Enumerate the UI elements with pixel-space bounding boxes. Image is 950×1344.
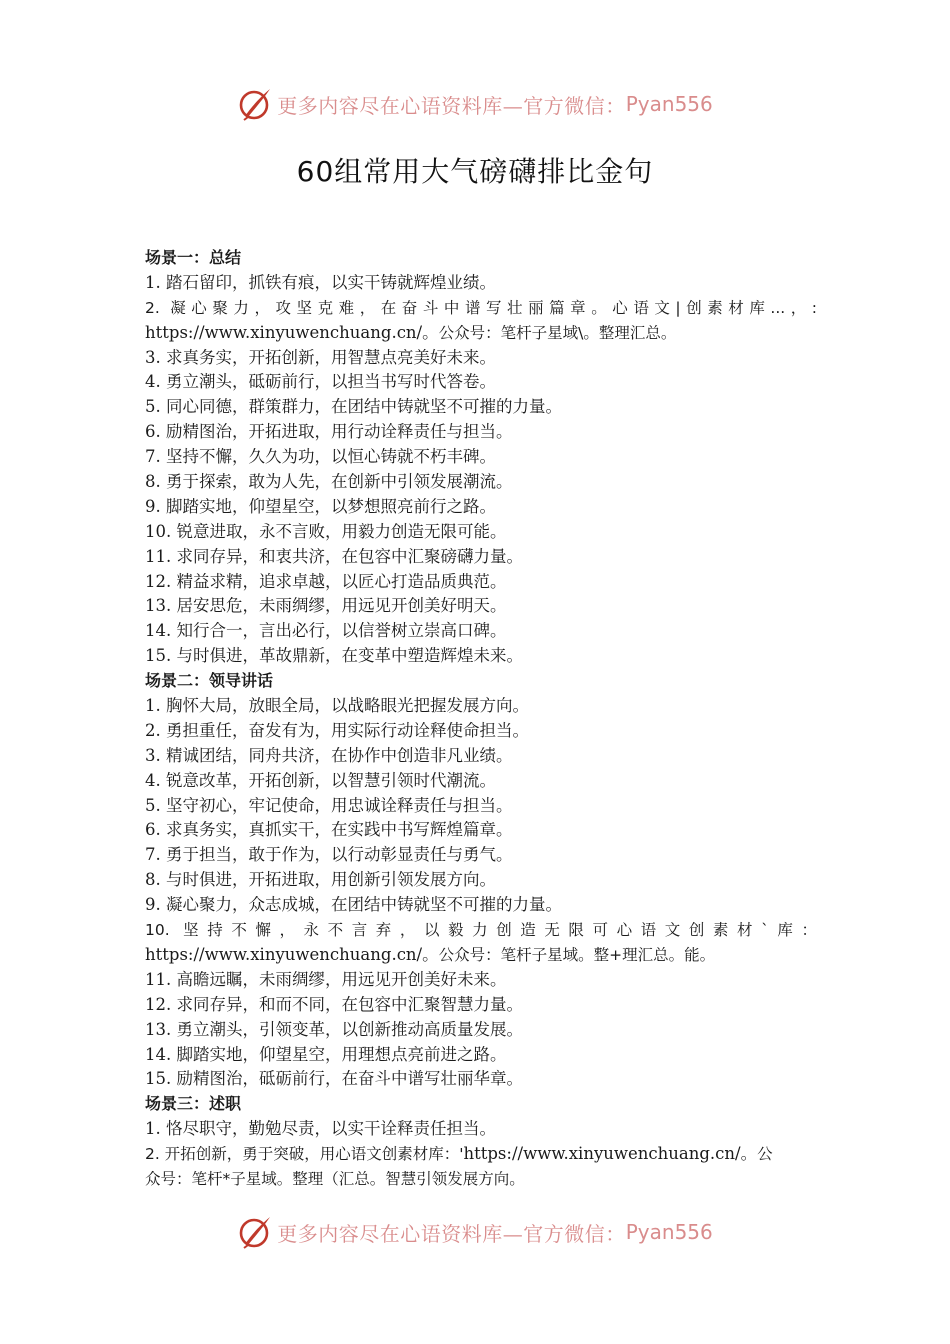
section-heading: 场景一：总结: [145, 248, 242, 267]
list-item-continuation: [145, 1142, 817, 1167]
item-text: 公众号：笔杆子星域。整+理汇总。能。: [438, 945, 716, 964]
url-text: https://www.xinyuwenchuang.cn/。: [145, 944, 439, 964]
section-heading: 场景三：述职: [145, 1094, 242, 1114]
list-item: 12. 求同存异，和而不同，在包容中汇聚智慧力量。: [145, 994, 523, 1014]
list-item: 4. 勇立潮头，砥砺前行，以担当书写时代答卷。: [145, 372, 496, 392]
banner-wechat-id: Pyan556: [625, 1220, 713, 1244]
list-item: 7. 坚持不懈，久久为功，以恒心铸就不朽丰碑。: [145, 447, 496, 467]
list-item: 1. 踏石留印，抓铁有痕，以实干铸就辉煌业绩。: [145, 272, 496, 292]
item-text: 2. 开拓创新，勇于突破，用心语文创素材库：': [145, 1145, 464, 1164]
list-item: 8. 勇于探索，敢为人先，在创新中引领发展潮流。: [145, 472, 513, 492]
url-text: https://www.xinyuwenchuang.cn/。: [463, 1144, 758, 1164]
list-item: 15. 与时俱进，革故鼎新，在变革中塑造辉煌未来。: [145, 646, 523, 666]
list-item: 7. 勇于担当，敢于作为，以行动彰显责任与勇气。: [145, 845, 513, 865]
list-item: 2. 凝心聚力，攻坚克难，在奋斗中谱写壮丽篇章。心语文|创素材库...，:: [145, 298, 817, 317]
list-item: 8. 与时俱进，开拓进取，用创新引领发展方向。: [145, 870, 496, 890]
quill-logo-icon: [237, 1214, 273, 1250]
list-item: 14. 知行合一，言出必行，以信誉树立崇高口碑。: [145, 621, 507, 641]
list-item-continuation: [145, 321, 817, 346]
banner-wechat-id: Pyan556: [625, 92, 713, 116]
list-item-continuation: [145, 943, 817, 968]
section-heading: 场景二：领导讲话: [145, 671, 274, 691]
footer-banner: [0, 1212, 950, 1252]
item-text: 公: [757, 1145, 773, 1164]
list-item: 5. 同心同德，群策群力，在团结中铸就坚不可摧的力量。: [145, 397, 562, 417]
list-item: 1. 胸怀大局，放眼全局，以战略眼光把握发展方向。: [145, 696, 529, 716]
list-item: 9. 凝心聚力，众志成城，在团结中铸就坚不可摧的力量。: [145, 895, 562, 915]
banner-text: 更多内容尽在心语资料库—官方微信：: [277, 93, 626, 118]
item-text: 公众号：笔杆子星域\。整理汇总。: [438, 323, 677, 342]
list-item: 10. 坚持不懈，永不言弃，以毅力创造无限可心语文创素材`库：: [145, 921, 817, 940]
list-item: 13. 勇立潮头，引领变革，以创新推动高质量发展。: [145, 1019, 523, 1039]
list-item-continuation: 众号：笔杆*子星域。整理（汇总。智慧引领发展方向。: [145, 1169, 525, 1188]
list-item: 3. 求真务实，开拓创新，用智慧点亮美好未来。: [145, 347, 496, 367]
page-title: 60组常用大气磅礴排比金句: [296, 155, 654, 188]
list-item: 6. 励精图治，开拓进取，用行动诠释责任与担当。: [145, 422, 513, 442]
list-item: 10. 锐意进取，永不言败，用毅力创造无限可能。: [145, 521, 507, 541]
list-item: 11. 求同存异，和衷共济，在包容中汇聚磅礴力量。: [145, 546, 523, 566]
quill-logo-icon: [237, 86, 273, 122]
list-item: 14. 脚踏实地，仰望星空，用理想点亮前进之路。: [145, 1044, 507, 1064]
url-text: https://www.xinyuwenchuang.cn/。: [145, 322, 439, 342]
list-item: 15. 励精图治，砥砺前行，在奋斗中谱写壮丽华章。: [145, 1069, 523, 1089]
list-item: 4. 锐意改革，开拓创新，以智慧引领时代潮流。: [145, 770, 496, 790]
list-item: 3. 精诚团结，同舟共济，在协作中创造非凡业绩。: [145, 745, 513, 765]
document-body: [145, 246, 817, 1192]
list-item: 1. 恪尽职守，勤勉尽责，以实干诠释责任担当。: [145, 1119, 496, 1139]
list-item: 5. 坚守初心，牢记使命，用忠诚诠释责任与担当。: [145, 795, 513, 815]
header-banner: [0, 84, 950, 124]
list-item: 11. 高瞻远瞩，未雨绸缪，用远见开创美好未来。: [145, 969, 507, 989]
list-item: 12. 精益求精，追求卓越，以匠心打造品质典范。: [145, 571, 507, 591]
list-item: 6. 求真务实，真抓实干，在实践中书写辉煌篇章。: [145, 820, 513, 840]
list-item: 13. 居安思危，未雨绸缪，用远见开创美好明天。: [145, 596, 507, 616]
list-item: 2. 勇担重任，奋发有为，用实际行动诠释使命担当。: [145, 720, 529, 740]
banner-text: 更多内容尽在心语资料库—官方微信：: [277, 1221, 626, 1246]
list-item: 9. 脚踏实地，仰望星空，以梦想照亮前行之路。: [145, 496, 496, 516]
